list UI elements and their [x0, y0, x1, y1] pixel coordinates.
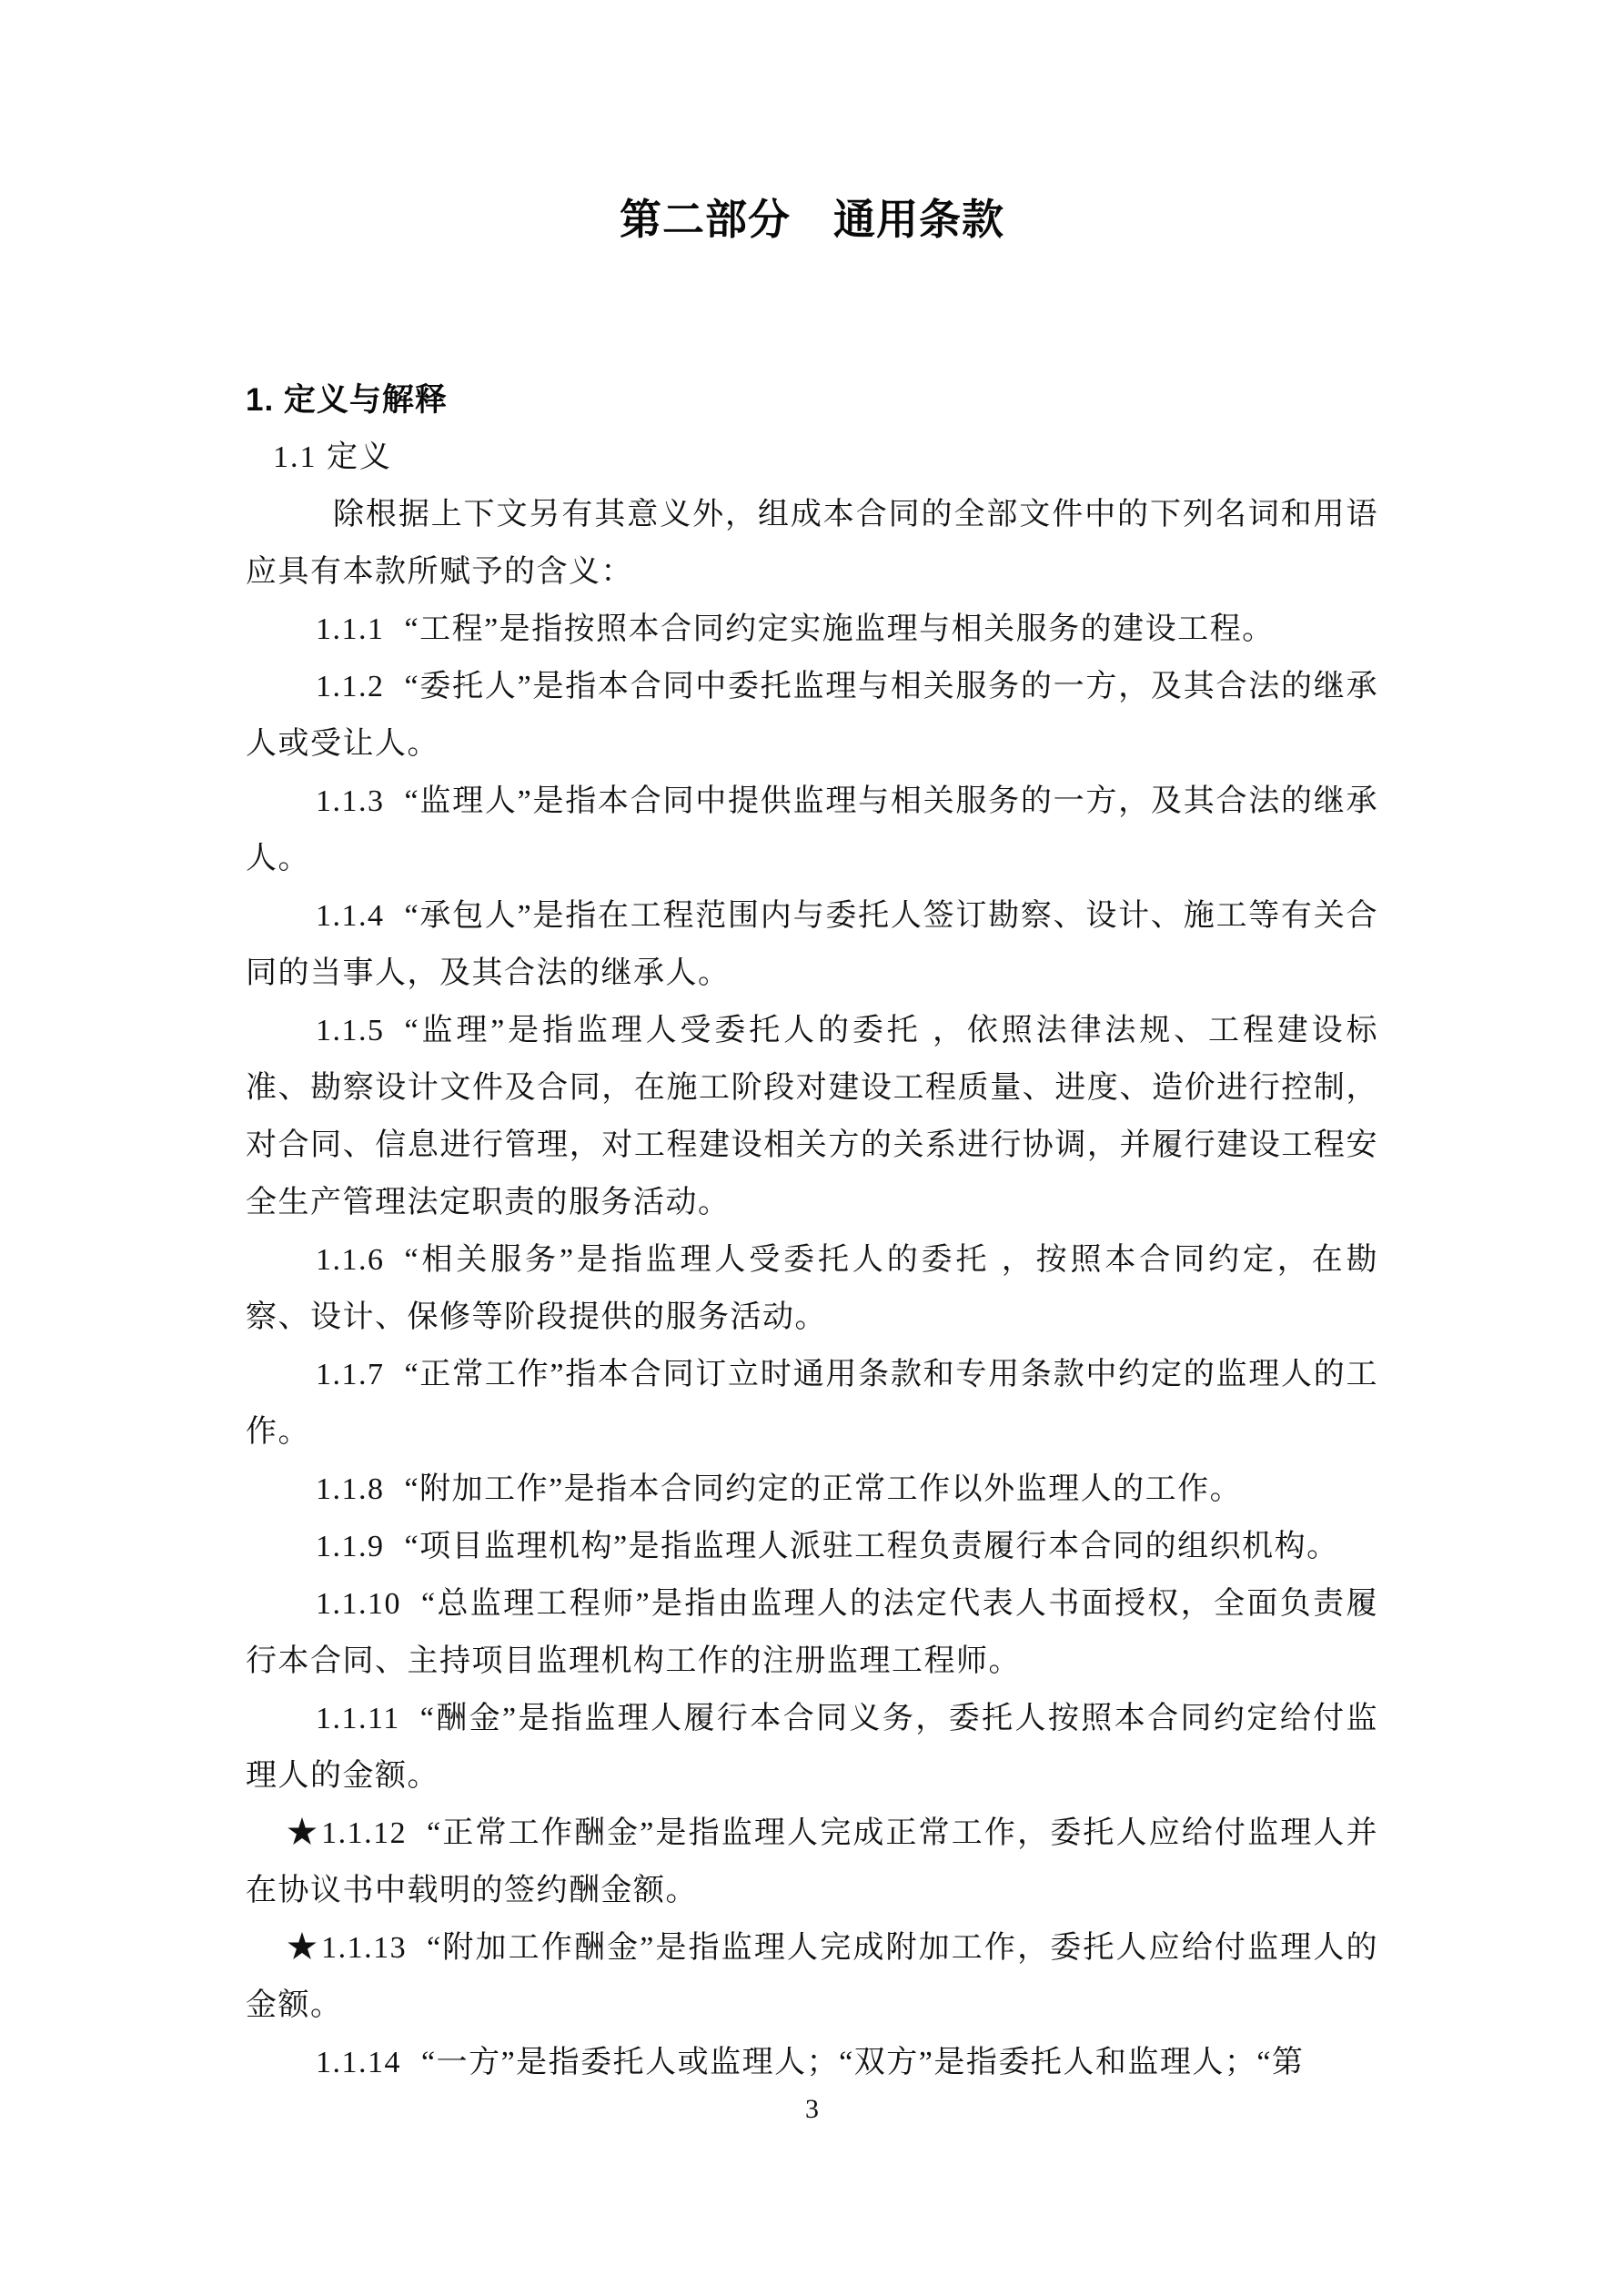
- clauses-container: [246, 486, 1378, 2091]
- section-heading: 1. 定义与解释: [246, 382, 448, 418]
- clause-text: “酬金”是指监理人履行本合同义务，委托人按照本合同约定给付监理人的金额。: [246, 1702, 1378, 1793]
- clause-text: “相关服务”是指监理人受委托人的委托 ，按照本合同约定，在勘察、设计、保修等阶段提供的服务活动。: [246, 1243, 1378, 1334]
- clause-text: “一方”是指委托人或监理人；“双方”是指委托人和监理人；“第: [421, 2046, 1305, 2079]
- clause-text: “正常工作酬金”是指监理人完成正常工作，委托人应给付监理人并在协议书中载明的签约酬金额。: [246, 1816, 1379, 1907]
- clause-text: 除根据上下文另有其意义外，组成本合同的全部文件中的下列名词和用语应具有本款所赋予的含义：: [246, 498, 1378, 589]
- clause-paragraph: [246, 1002, 1378, 1231]
- clause-number: 1.1.4: [316, 899, 385, 933]
- clause-paragraph: [246, 1231, 1378, 1346]
- clause-number: 1.1.2: [316, 670, 385, 703]
- star-marker: ★: [287, 1931, 320, 1965]
- clause-number: 1.1.6: [316, 1243, 385, 1277]
- clause-paragraph: [246, 2034, 1378, 2091]
- clause-number: 1.1.9: [316, 1530, 385, 1563]
- clause-number: 1.1.1: [316, 612, 385, 646]
- clause-paragraph: [246, 887, 1378, 1002]
- clause-paragraph: [246, 658, 1378, 773]
- clause-paragraph: [246, 1690, 1378, 1805]
- clause-text: “总监理工程师”是指由监理人的法定代表人书面授权，全面负责履行本合同、主持项目监理机构工作的注册监理工程师。: [246, 1587, 1378, 1678]
- clause-paragraph: [246, 1805, 1378, 1919]
- clause-text: “监理人”是指本合同中提供监理与相关服务的一方，及其合法的继承人。: [246, 784, 1378, 875]
- clause-paragraph: [246, 1461, 1378, 1518]
- clause-paragraph: [246, 601, 1378, 658]
- clause-paragraph: [246, 773, 1378, 887]
- clause-paragraph: [246, 1518, 1378, 1575]
- clause-text: “附加工作”是指本合同约定的正常工作以外监理人的工作。: [404, 1472, 1243, 1506]
- clause-paragraph: [246, 486, 1378, 601]
- clause-number: 1.1.14: [316, 2046, 401, 2079]
- clause-number: 1.1.3: [316, 784, 385, 818]
- clause-text: “工程”是指按照本合同约定实施监理与相关服务的建设工程。: [404, 612, 1275, 646]
- star-marker: ★: [287, 1816, 320, 1850]
- clause-text: “监理”是指监理人受委托人的委托 ，依照法律法规、工程建设标准、勘察设计文件及合同，在施工阶段对建设工程质量、进度、造价进行控制，对合同、信息进行管理，对工程建设相关方的关系进行协调，并履行建设工程安全生产管理法定职责的服务活动。: [246, 1014, 1378, 1219]
- page-number: 3: [805, 2094, 819, 2124]
- clause-number: 1.1.5: [316, 1014, 385, 1047]
- clause-paragraph: [246, 1919, 1378, 2034]
- clause-number: 1.1.8: [316, 1472, 385, 1506]
- clause-paragraph: [246, 1346, 1378, 1461]
- clause-text: “项目监理机构”是指监理人派驻工程负责履行本合同的组织机构。: [404, 1530, 1339, 1563]
- clause-text: “附加工作酬金”是指监理人完成附加工作，委托人应给付监理人的金额。: [246, 1931, 1379, 2022]
- clause-text: “承包人”是指在工程范围内与委托人签订勘察、设计、施工等有关合同的当事人，及其合法的继承人。: [246, 899, 1378, 990]
- clause-text: “正常工作”指本合同订立时通用条款和专用条款中约定的监理人的工作。: [246, 1358, 1378, 1449]
- subsection-heading: 1.1 定义: [273, 440, 392, 474]
- clause-number: 1.1.12: [321, 1816, 408, 1850]
- clause-number: 1.1.10: [316, 1587, 401, 1621]
- clause-text: “委托人”是指本合同中委托监理与相关服务的一方，及其合法的继承人或受让人。: [246, 670, 1378, 761]
- clause-number: 1.1.7: [316, 1358, 385, 1391]
- clause-paragraph: [246, 1575, 1378, 1690]
- document-body: [246, 371, 1378, 2091]
- clause-number: 1.1.13: [321, 1931, 408, 1965]
- clause-number: 1.1.11: [316, 1702, 400, 1735]
- document-title: 第二部分 通用条款: [620, 196, 1004, 243]
